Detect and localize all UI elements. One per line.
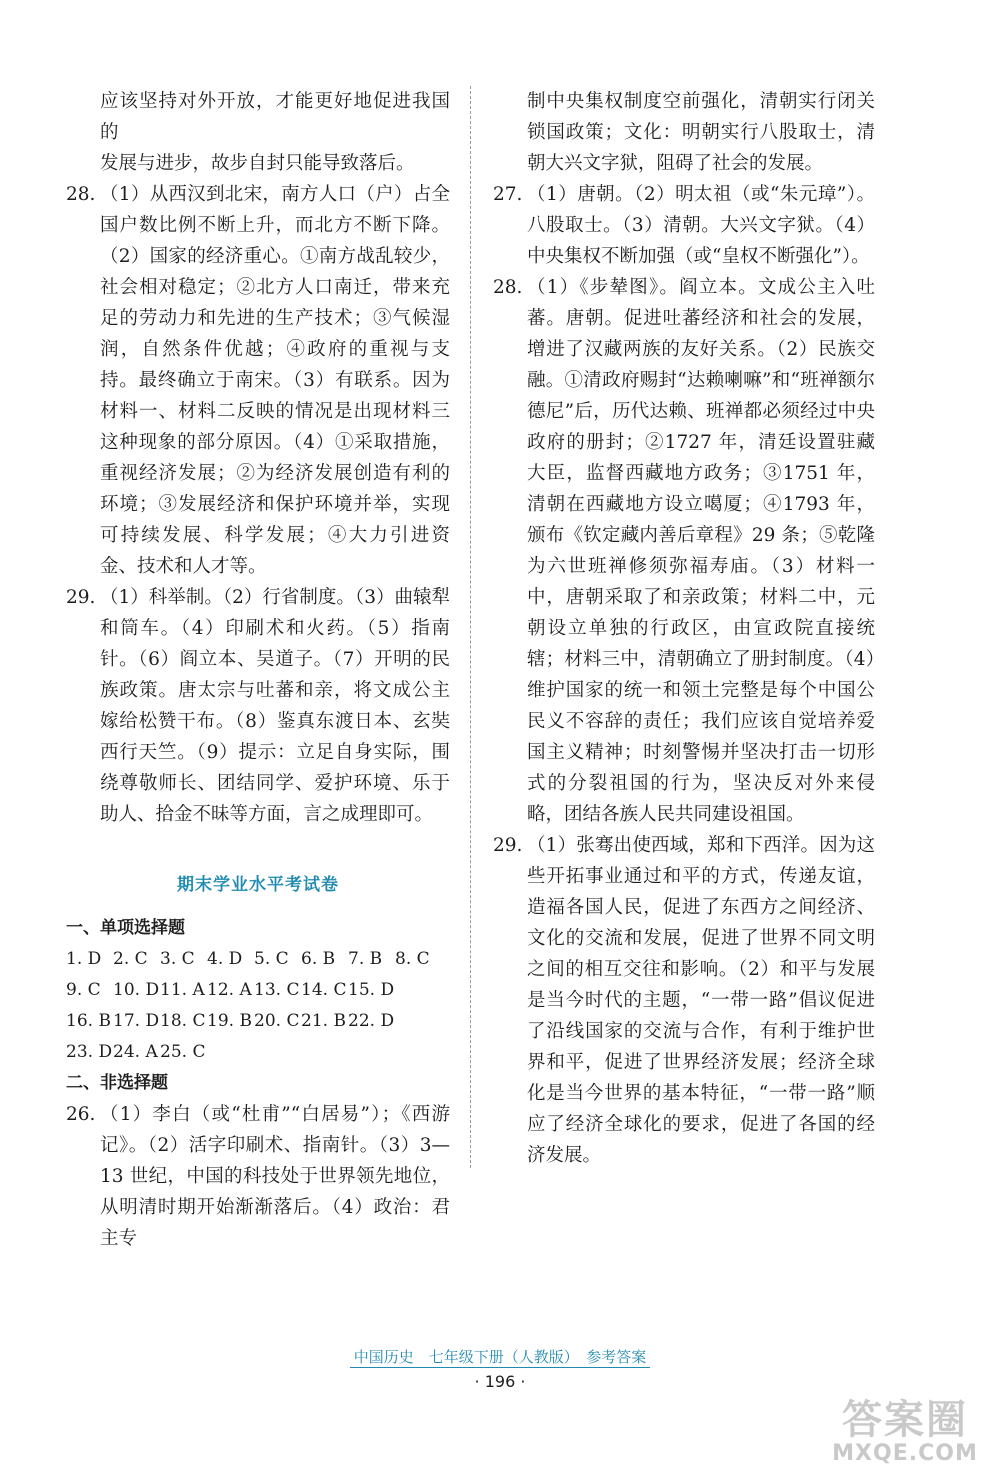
choice-answer: 5. C — [254, 949, 289, 969]
watermark-bottom: MXQE.COM — [832, 1441, 978, 1466]
page-number: · 196 · — [474, 1372, 526, 1391]
choice-answer: 11. A — [160, 980, 205, 1000]
choice-answers — [66, 944, 450, 1068]
item-text: （1）李白（或“杜甫”“白居易”）；《西游记》。（2）活字印刷术、指南针。（3）3—13 世纪，中国的科技处于世界领先地位，从明清时期开始渐渐落后。（4）政治：君主专 — [100, 1104, 450, 1249]
choice-answer: 3. C — [160, 949, 195, 969]
item-number: 26. — [66, 1104, 96, 1125]
choice-answer: 18. C — [160, 1011, 206, 1031]
item-number: 29. — [493, 835, 523, 856]
section-title: 期末学业水平考试卷 — [177, 875, 339, 895]
choice-answer: 15. D — [348, 980, 395, 1000]
right-column — [493, 86, 875, 1171]
item-number: 29. — [66, 587, 96, 608]
choice-answer: 14. C — [301, 980, 347, 1000]
choice-answer: 4. D — [207, 949, 243, 969]
intro-line-1: 应该坚持对外开放，才能更好地促进我国的 — [100, 91, 450, 143]
choice-answer: 9. C — [66, 980, 101, 1000]
choice-answer: 19. B — [207, 1011, 252, 1031]
choice-answer: 2. C — [113, 949, 148, 969]
choice-answer: 16. B — [66, 1011, 111, 1031]
answer-item-27 — [493, 179, 875, 272]
item-number: 27. — [493, 184, 523, 205]
answer-row — [66, 975, 450, 1006]
footer-title — [0, 1346, 1000, 1367]
item-text: （1）科举制。（2）行省制度。（3）曲辕犁和筒车。（4）印刷术和火药。（5）指南针。（6）阎立本、吴道子。（7）开明的民族政策。唐太宗与吐蕃和亲，将文成公主嫁给松赞干布。（8）鉴真东渡日本、玄奘西行天竺。（9）提示：立足自身实际，围绕尊敬师长、团结同学、爱护环境、乐于助人、拾金不昧等方面，言之成理即可。 — [100, 587, 450, 825]
choice-answer: 10. D — [113, 980, 160, 1000]
item-text: （1）《步辇图》。阎立本。文成公主入吐蕃。唐朝。促进吐蕃经济和社会的发展，增进了汉藏两族的友好关系。（2）民族交融。①清政府赐封“达赖喇嘛”和“班禅额尔德尼”后，历代达赖、班禅都必须经过中央政府的册封；②1727 年，清廷设置驻藏大臣，监督西藏地方政务；③1751 年，清朝在西藏地方设立噶厦；④1793 年，颁布《钦定藏内善后章程》29 条；⑤乾隆为六世班禅修须弥福寿庙。（3）材料一中，唐朝采取了和亲政策；材料二中，元朝设立单独的行政区，由宣政院直接统辖；材料三中，清朝确立了册封制度。（4）维护国家的统一和领土完整是每个中国公民义不容辞的责任；我们应该自觉培养爱国主义精神；时刻警惕并坚决打击一切形式的分裂祖国的行为，坚决反对外来侵略，团结各族人民共同建设祖国。 — [527, 277, 875, 825]
answer-item-29-right — [493, 830, 875, 1171]
choice-answer: 13. C — [254, 980, 300, 1000]
part2-heading: 二、非选择题 — [66, 1073, 168, 1093]
answer-row — [66, 1006, 450, 1037]
item-text: （1）张骞出使西域，郑和下西洋。因为这些开拓事业通过和平的方式，传递友谊，造福各国人民，促进了东西方之间经济、文化的交流和发展，促进了世界不同文明之间的相互交往和影响。（2）和平与发展是当今时代的主题，“一带一路”倡议促进了沿线国家的交流与合作，有利于维护世界和平，促进了世界经济发展；经济全球化是当今世界的基本特征，“一带一路”顺应了经济全球化的要求，促进了各国的经济发展。 — [527, 835, 875, 1166]
continued-text: 制中央集权制度空前强化，清朝实行闭关锁国政策；文化：明朝实行八股取士，清朝大兴文字狱，阻碍了社会的发展。 — [527, 91, 875, 174]
choice-answer: 7. B — [348, 949, 383, 969]
item-number: 28. — [66, 184, 96, 205]
choice-answer: 24. A — [113, 1042, 158, 1062]
answer-item-28-right — [493, 272, 875, 830]
answer-item-28-left — [66, 179, 450, 582]
choice-answer: 12. A — [207, 980, 252, 1000]
choice-answer: 25. C — [160, 1042, 206, 1062]
part1-heading: 一、单项选择题 — [66, 918, 185, 938]
column-divider — [470, 86, 471, 1168]
item-text: （1）从西汉到北宋，南方人口（户）占全国户数比例不断上升，而北方不断下降。（2）国家的经济重心。①南方战乱较少，社会相对稳定；②北方人口南迁，带来充足的劳动力和先进的生产技术；③气候湿润，自然条件优越；④政府的重视与支持。最终确立于南宋。（3）有联系。因为材料一、材料二反映的情况是出现材料三这种现象的部分原因。（4）①采取措施，重视经济发展；②为经济发展创造有利的环境；③发展经济和保护环境并举，实现可持续发展、科学发展；④大力引进资金、技术和人才等。 — [100, 184, 450, 577]
intro-line-2: 发展与进步，故步自封只能导致落后。 — [100, 153, 415, 174]
choice-answer: 1. D — [66, 949, 102, 969]
item-number: 28. — [493, 277, 523, 298]
choice-answer: 6. B — [301, 949, 336, 969]
choice-answer: 23. D — [66, 1042, 113, 1062]
watermark-logo — [820, 1398, 990, 1470]
footer-title-text: 中国历史 七年级下册（人教版） 参考答案 — [350, 1348, 651, 1368]
answer-row — [66, 1037, 450, 1068]
choice-answer: 21. B — [301, 1011, 346, 1031]
choice-answer: 8. C — [395, 949, 430, 969]
answer-item-26 — [66, 1099, 450, 1254]
answer-item-29-left — [66, 582, 450, 830]
choice-answer: 20. C — [254, 1011, 300, 1031]
left-column — [66, 86, 450, 1254]
item-text: （1）唐朝。（2）明太祖（或“朱元璋”）。八股取士。（3）清朝。大兴文字狱。（4）中央集权不断加强（或“皇权不断强化”）。 — [527, 184, 875, 267]
watermark-top: 答案圈 — [842, 1397, 968, 1443]
answer-row — [66, 944, 450, 975]
choice-answer: 22. D — [348, 1011, 395, 1031]
choice-answer: 17. D — [113, 1011, 160, 1031]
